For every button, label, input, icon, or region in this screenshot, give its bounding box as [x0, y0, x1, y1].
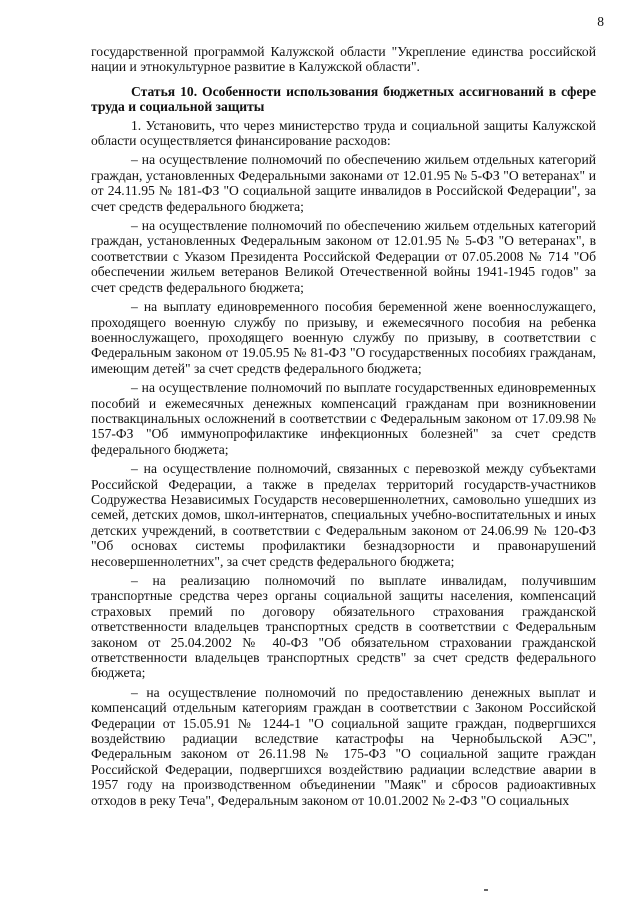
scan-mark — [484, 889, 488, 891]
list-item: – на осуществление полномочий, связанных с перевозкой между субъектами Российской Федерации, а также в пределах территорий государств-участников Содружества Независимых Государств несовершеннолетних, самовольно ушедших из семей, детских домов, школ-интернатов, специальных учебно-воспитательных и иных детских учреждений, в соответствии с Федеральным законом от 24.06.99 № 120-ФЗ "Об основах системы профилактики безнадзорности и правонарушений несовершеннолетних", за счет средств федерального бюджета; — [91, 461, 596, 569]
document-body — [91, 44, 596, 808]
continuation-paragraph: государственной программой Калужской области "Укрепление единства российской нации и этнокультурное развитие в Калужской области". — [91, 44, 596, 75]
intro-paragraph: 1. Установить, что через министерство труда и социальной защиты Калужской области осуществляется финансирование расходов: — [91, 117, 596, 149]
list-item: – на осуществление полномочий по выплате государственных единовременных пособий и ежемесячных денежных компенсаций гражданам при возникновении поствакцинальных осложнений в соответствии с Федеральным законом от 17.09.98 № 157-ФЗ "Об иммунопрофилактике инфекционных болезней" за счет средств федерального бюджета; — [91, 380, 596, 457]
page-number: 8 — [597, 14, 604, 29]
list-item: – на реализацию полномочий по выплате инвалидам, получившим транспортные средства через органы социальной защиты населения, компенсаций страховых премий по договору обязательного страхования гражданской ответственности владельцев транспортных средств в соответствии с Федеральным законом от 25.04.2002 № 40-ФЗ "Об обязательном страховании гражданской ответственности владельцев транспортных средств" за счет средств федерального бюджета; — [91, 573, 596, 681]
list-item: – на осуществление полномочий по обеспечению жильем отдельных категорий граждан, установленных Федеральным законом от 12.01.95 № 5-ФЗ "О ветеранах", в соответствии с Указом Президента Российской Федерации от 07.05.2008 № 714 "Об обеспечении жильем ветеранов Великой Отечественной войны 1941-1945 годов" за счет средств федерального бюджета; — [91, 218, 596, 295]
list-item: – на осуществление полномочий по предоставлению денежных выплат и компенсаций отдельным категориям граждан в соответствии с Законом Российской Федерации от 15.05.91 № 1244-1 "О социальной защите граждан, подвергшихся воздействию радиации вследствие катастрофы на Чернобыльской АЭС", Федеральным законом от 26.11.98 № 175-ФЗ "О социальной защите граждан Российской Федерации, подвергшихся воздействию радиации вследствие аварии в 1957 году на производственном объединении "Маяк" и сбросов радиоактивных отходов в реку Теча", Федеральным законом от 10.01.2002 № 2-ФЗ "О социальных — [91, 684, 596, 808]
article-heading: Статья 10. Особенности использования бюджетных ассигнований в сфере труда и социальной защиты — [91, 83, 596, 115]
list-item: – на выплату единовременного пособия беременной жене военнослужащего, проходящего военную службу по призыву, и ежемесячного пособия на ребенка военнослужащего, проходящего военную службу по призыву, в соответствии с Федеральным законом от 19.05.95 № 81-ФЗ "О государственных пособиях гражданам, имеющим детей" за счет средств федерального бюджета; — [91, 299, 596, 376]
list-item: – на осуществление полномочий по обеспечению жильем отдельных категорий граждан, установленных Федеральными законами от 12.01.95 № 5-ФЗ "О ветеранах" и от 24.11.95 № 181-ФЗ "О социальной защите инвалидов в Российской Федерации", за счет средств федерального бюджета; — [91, 152, 596, 214]
